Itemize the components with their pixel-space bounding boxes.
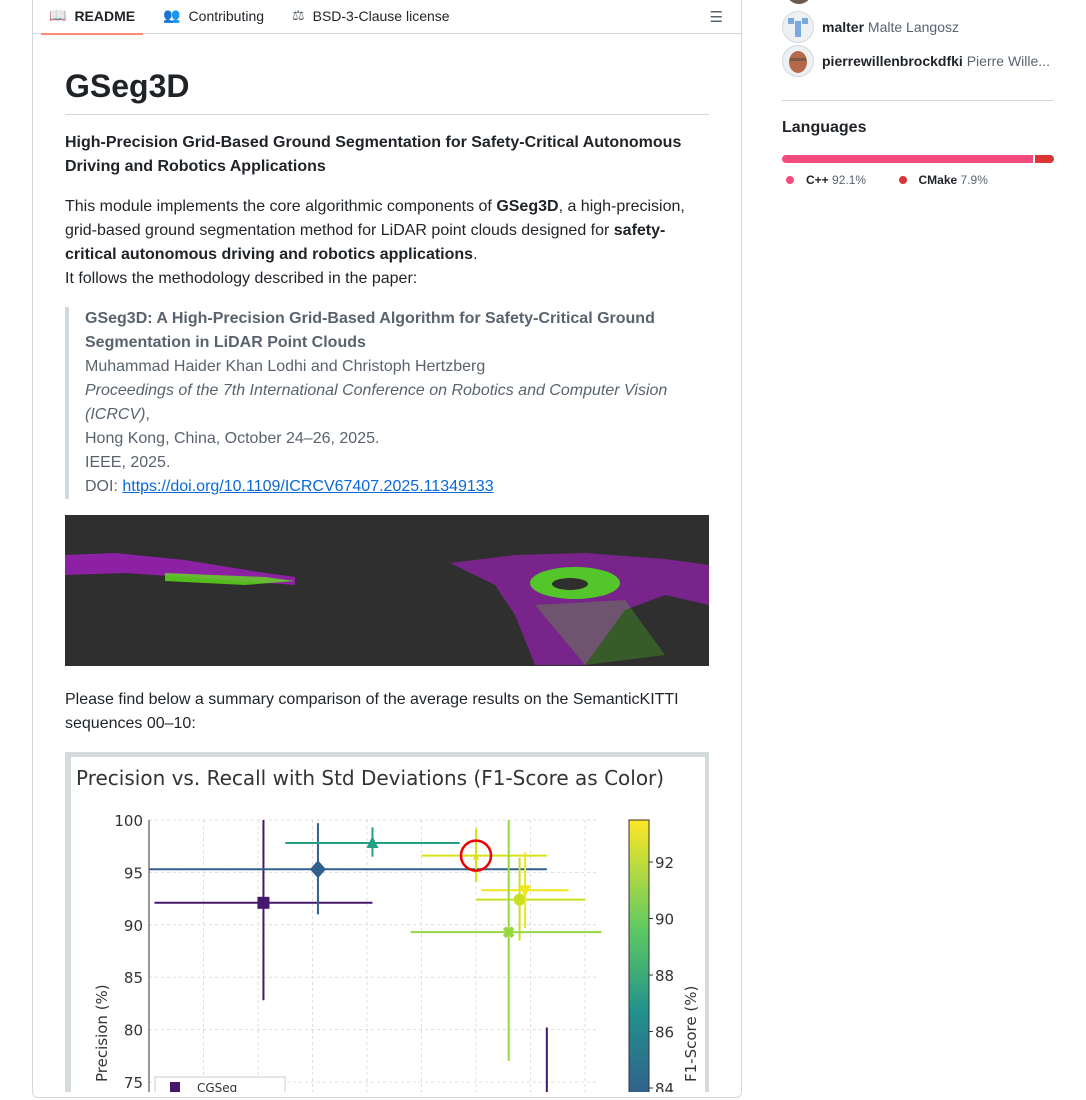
legend-marker: [170, 1082, 180, 1092]
y-tick-label: 75: [123, 1074, 143, 1092]
colorbar-label: F1-Score (%): [682, 985, 700, 1082]
languages-bar: [782, 155, 1054, 163]
tab-readme[interactable]: 📖 README: [49, 0, 135, 34]
avatar: [782, 45, 814, 77]
avatar: [782, 11, 814, 43]
y-tick-label: 95: [123, 864, 143, 883]
subtitle: High-Precision Grid-Based Ground Segmentation for Safety-Critical Autonomous Driving and Robotics Applications: [65, 134, 682, 175]
summary-text: Please find below a summary comparison of the average results on the SemanticKITTI sequences 00–10:: [65, 691, 679, 732]
tab-license[interactable]: ⚖ BSD-3-Clause license: [292, 7, 450, 24]
colorbar-tick-label: 90: [655, 910, 675, 929]
law-icon: ⚖: [292, 7, 305, 23]
people-icon: 👥: [163, 7, 181, 23]
readme-panel: [32, 0, 742, 1098]
languages-heading: Languages: [782, 119, 867, 136]
data-point-x: ✖: [501, 925, 516, 943]
y-axis-label: Precision (%): [93, 984, 111, 1082]
y-tick-label: 100: [114, 812, 143, 830]
data-point-star: ★: [470, 848, 482, 864]
chart-image: [65, 752, 709, 1092]
contributor-pierre[interactable]: pierrewillenbrockdfki Pierre Wille...: [782, 44, 1054, 78]
y-tick-label: 90: [123, 916, 143, 935]
legend-label: CGSeg: [197, 1081, 238, 1092]
contributor-malter[interactable]: malter Malte Langosz: [782, 10, 1054, 44]
colorbar-tick-label: 86: [655, 1023, 675, 1042]
y-tick-label: 85: [123, 969, 143, 988]
lang-bar-cpp: [782, 155, 1033, 163]
citation: GSeg3D: A High-Precision Grid-Based Algorithm for Safety-Critical Ground Segmentation in LiDAR Point Clouds Muhammad Haider Khan Lodhi and Christoph Hertzberg Proceedings of the 7th International Conference on Robotics and Computer Vision (ICRCV), Hong Kong, China, October 24–26, 2025. IEEE, 2025. DOI: https://doi.org/10.1109/ICRCV67407.2025.11349133: [65, 307, 709, 499]
colorbar-tick-label: 84: [655, 1080, 675, 1092]
readme-tabs: [33, 0, 741, 34]
doi-link[interactable]: https://doi.org/10.1109/ICRCV67407.2025.11349133: [122, 478, 494, 495]
colorbar-tick-label: 92: [655, 854, 675, 872]
lang-cpp[interactable]: C++ 92.1%: [786, 173, 866, 187]
data-point-square: [257, 897, 269, 909]
outline-menu-icon[interactable]: ☰: [709, 9, 723, 26]
tab-contributing[interactable]: 👥 Contributing: [163, 7, 265, 24]
page-title: GSeg3D: [65, 66, 709, 115]
lang-bar-cmake: [1035, 155, 1055, 163]
intro-paragraph: This module implements the core algorithmic components of GSeg3D, a high-precision, grid-based ground segmentation method for LiDAR point clouds designed for safety-critical autonomous driving and robotics applications. It follows the methodology described in the paper:: [65, 198, 685, 287]
y-tick-label: 80: [123, 1021, 143, 1040]
colorbar-tick-label: 88: [655, 967, 675, 985]
data-point-circle: [514, 894, 526, 906]
colorbar: [629, 820, 649, 1092]
chart-title: Precision vs. Recall with Std Deviations (F1-Score as Color): [76, 766, 665, 790]
precision-recall-chart: [71, 757, 705, 1092]
point-cloud-image: [65, 515, 709, 666]
sidebar: [782, 0, 1054, 189]
lang-cmake[interactable]: CMake 7.9%: [899, 173, 988, 187]
book-icon: 📖: [49, 7, 67, 23]
